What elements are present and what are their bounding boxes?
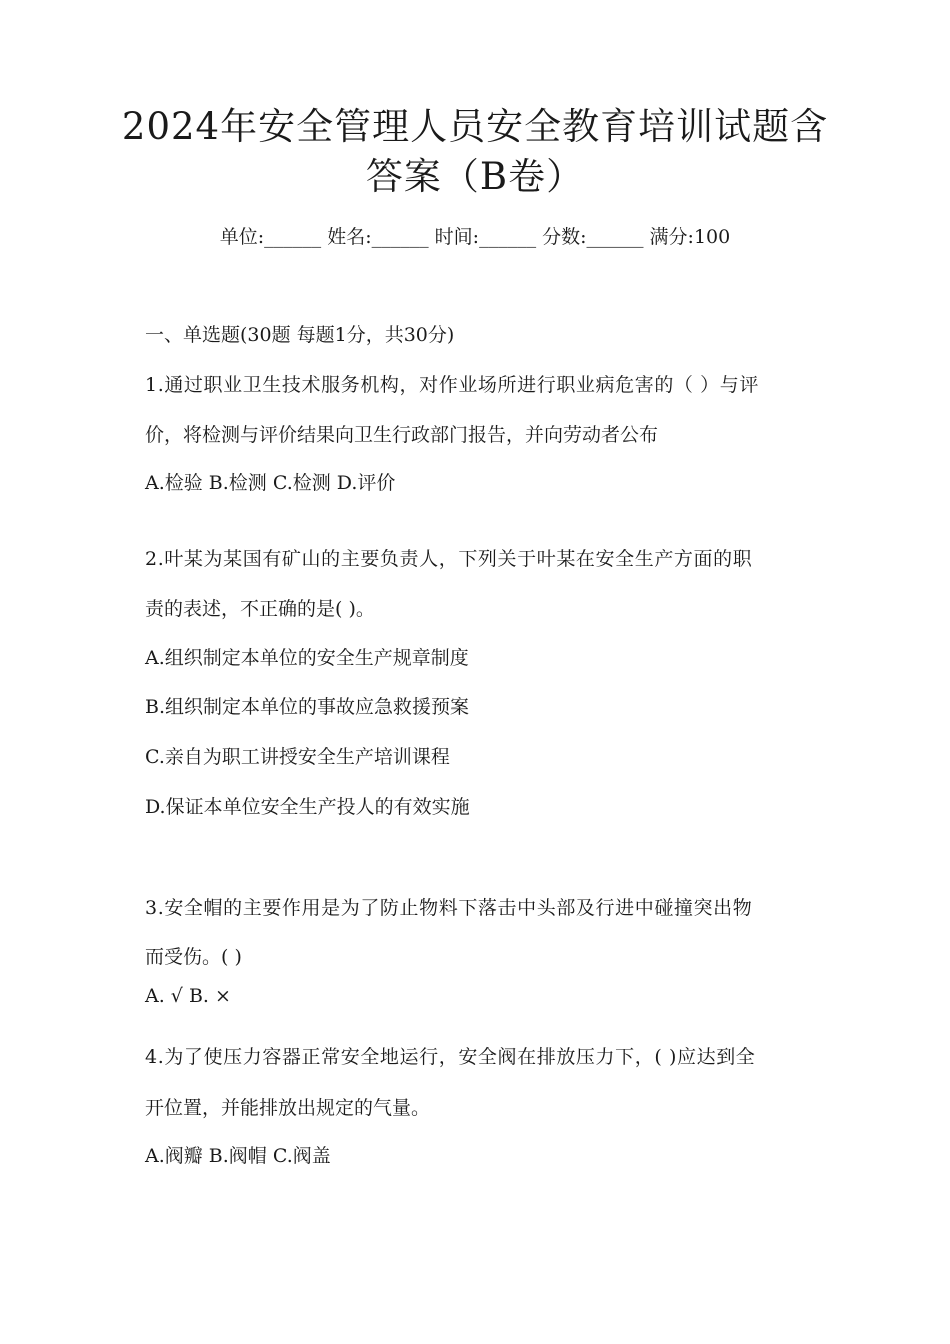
question-4-stem-line2: 开位置，并能排放出规定的气量。 [145, 1097, 431, 1119]
question-2-stem-line1: 2.叶某为某国有矿山的主要负责人，下列关于叶某在安全生产方面的职 [145, 548, 753, 570]
question-2-stem-line2: 责的表述，不正确的是( )。 [145, 598, 375, 620]
question-1-stem-line2: 价，将检测与评价结果向卫生行政部门报告，并向劳动者公布 [145, 424, 659, 446]
document-title-line2: 答案（B卷） [365, 155, 585, 198]
document-title-line1: 2024年安全管理人员安全教育培训试题含 [121, 105, 829, 148]
exam-info-line: 单位:______ 姓名:______ 时间:______ 分数:______ 满分:100 [219, 226, 731, 248]
question-2-option-a: A.组织制定本单位的安全生产规章制度 [145, 647, 469, 669]
question-2-option-d: D.保证本单位安全生产投人的有效实施 [145, 796, 470, 818]
question-3-stem-line2: 而受伤。( ) [145, 946, 242, 968]
section-heading: 一、单选题(30题 每题1分，共30分) [145, 324, 455, 346]
question-3-options: A. √ B. × [145, 985, 231, 1007]
question-1-stem-line1: 1.通过职业卫生技术服务机构，对作业场所进行职业病危害的（ ）与评 [145, 374, 759, 396]
question-2-option-b: B.组织制定本单位的事故应急救援预案 [145, 696, 470, 718]
question-2-option-c: C.亲自为职工讲授安全生产培训课程 [145, 746, 450, 768]
question-4-options: A.阀瓣 B.阀帽 C.阀盖 [145, 1145, 331, 1167]
question-3-stem-line1: 3.安全帽的主要作用是为了防止物料下落击中头部及行进中碰撞突出物 [145, 897, 753, 919]
question-4-stem-line1: 4.为了使压力容器正常安全地运行，安全阀在排放压力下，( )应达到全 [145, 1046, 756, 1068]
question-1-options: A.检验 B.检测 C.检测 D.评价 [145, 472, 396, 494]
